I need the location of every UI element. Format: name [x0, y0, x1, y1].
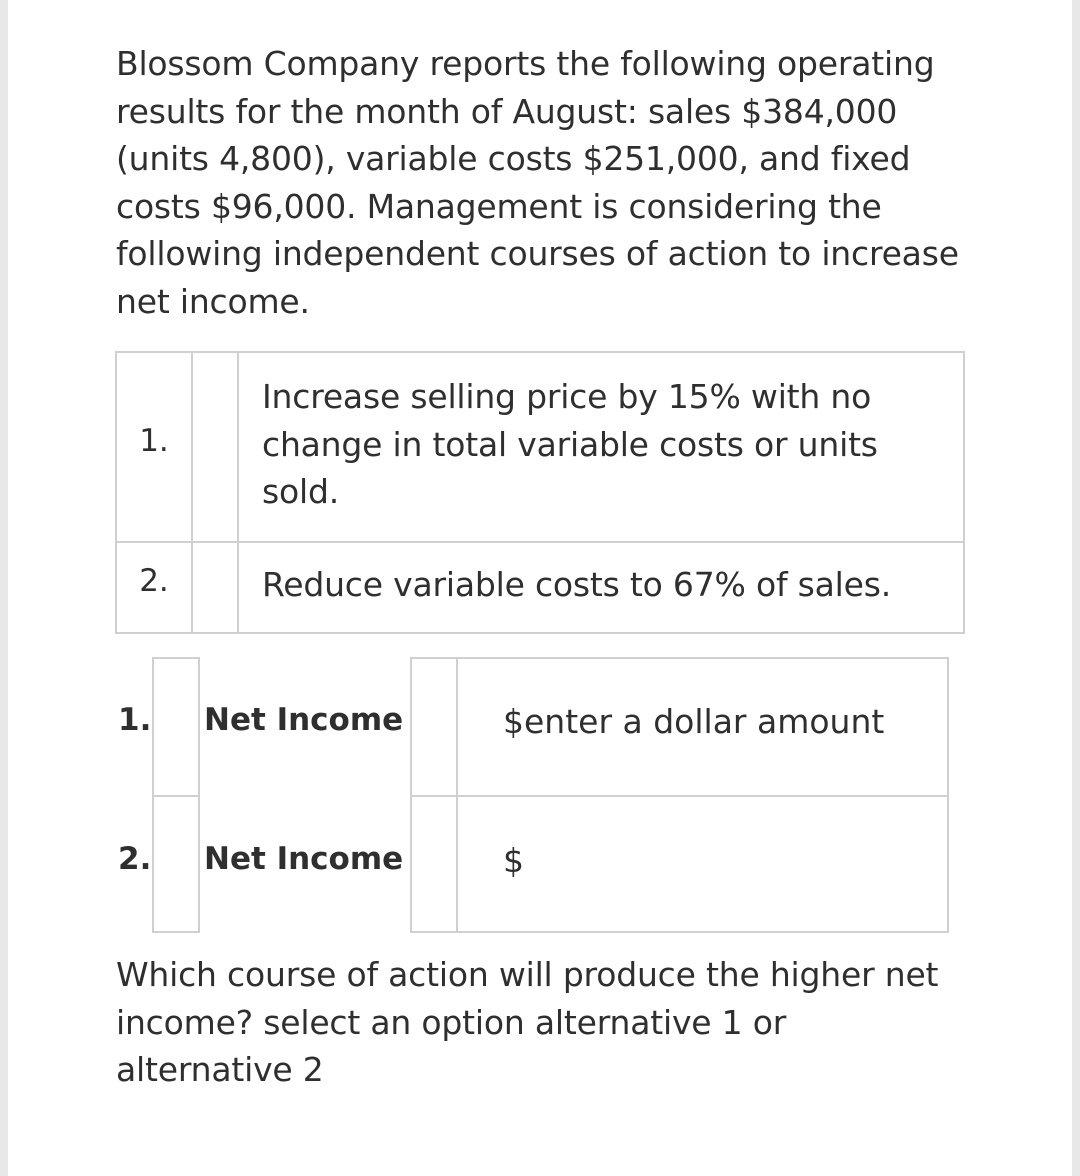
- answer-number: 2.: [118, 841, 152, 877]
- net-income-input-1[interactable]: [456, 657, 949, 797]
- problem-statement: Blossom Company reports the following operating results for the month of August: sales $384,000 (units 4,800), variable costs $251,000, and fixed costs $96,000. Management is considering the following independent courses of action to increase net income.: [116, 44, 959, 321]
- column-divider: [237, 353, 239, 541]
- answer-spacer-cell: [152, 795, 200, 933]
- net-income-input-2[interactable]: [456, 795, 949, 933]
- comparison-question: Which course of action will produce the higher net income? select an option alternative 1 or alternative 2: [116, 955, 939, 1089]
- answer-number: 1.: [118, 702, 152, 738]
- column-divider: [237, 543, 239, 634]
- column-divider: [191, 353, 193, 541]
- currency-symbol: $: [503, 702, 524, 741]
- net-income-label: Net Income: [204, 702, 404, 738]
- net-income-field-1[interactable]: [503, 702, 884, 741]
- currency-symbol: $: [503, 841, 524, 880]
- alternative-row-1: [117, 353, 963, 543]
- alternative-text: Increase selling price by 15% with no change in total variable costs or units sold.: [262, 377, 878, 511]
- answer-spacer-cell: [410, 795, 458, 933]
- column-divider: [191, 543, 193, 634]
- alternatives-table: [115, 351, 965, 634]
- problem-page: [8, 0, 1072, 1176]
- input-placeholder: enter a dollar amount: [524, 702, 885, 741]
- alternative-text: Reduce variable costs to 67% of sales.: [262, 565, 892, 604]
- answer-spacer-cell: [152, 657, 200, 797]
- alternative-number: 1.: [139, 423, 169, 459]
- net-income-field-2[interactable]: [503, 841, 524, 880]
- alternative-row-2: [117, 543, 963, 634]
- answer-spacer-cell: [410, 657, 458, 797]
- net-income-label: Net Income: [204, 841, 404, 877]
- alternative-number: 2.: [139, 563, 169, 599]
